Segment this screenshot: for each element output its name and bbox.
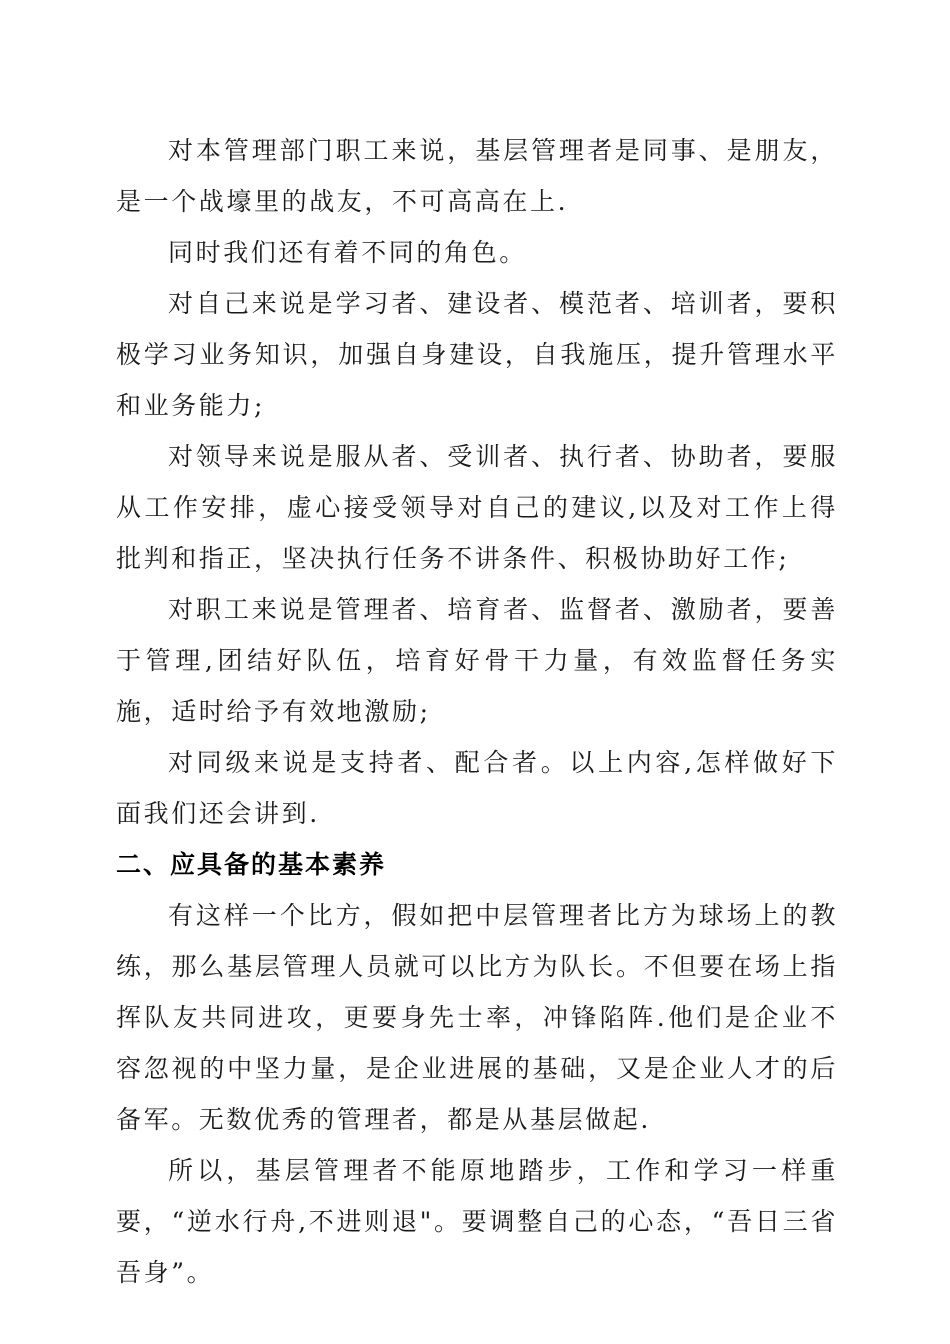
- paragraph: 对同级来说是支持者、配合者。以上内容,怎样做好下面我们还会讲到.: [116, 748, 838, 828]
- paragraph: 对职工来说是管理者、培育者、监督者、激励者，要善于管理,团结好队伍，培育好骨干力量，有效监督任务实施，适时给予有效地激励;: [116, 595, 838, 726]
- paragraph: 同时我们还有着不同的角色。: [168, 238, 527, 267]
- paragraph: 对自己来说是学习者、建设者、模范者、培训者，要积极学习业务知识，加强自身建设，自我施压，提升管理水平和业务能力;: [116, 289, 838, 420]
- paragraph: 对领导来说是服从者、受训者、执行者、协助者，要服从工作安排，虚心接受领导对自己的建议,以及对工作上得批判和指正，坚决执行任务不讲条件、积极协助好工作;: [116, 442, 838, 573]
- paragraph: 有这样一个比方，假如把中层管理者比方为球场上的教练，那么基层管理人员就可以比方为队长。不但要在场上指挥队友共同进攻，更要身先士率，冲锋陷阵.他们是企业不容忽视的中坚力量，是企业进展的基础，又是企业人才的后备军。无数优秀的管理者，都是从基层做起.: [116, 901, 838, 1134]
- paragraph: 对本管理部门职工来说，基层管理者是同事、是朋友，是一个战壕里的战友，不可高高在上.: [116, 136, 838, 216]
- section-heading: 二、应具备的基本素养: [116, 850, 387, 879]
- document-body: [116, 125, 838, 1298]
- paragraph: 所以，基层管理者不能原地踏步，工作和学习一样重要，“逆水行舟,不进则退"。要调整自己的心态，“吾日三省吾身”。: [116, 1156, 838, 1287]
